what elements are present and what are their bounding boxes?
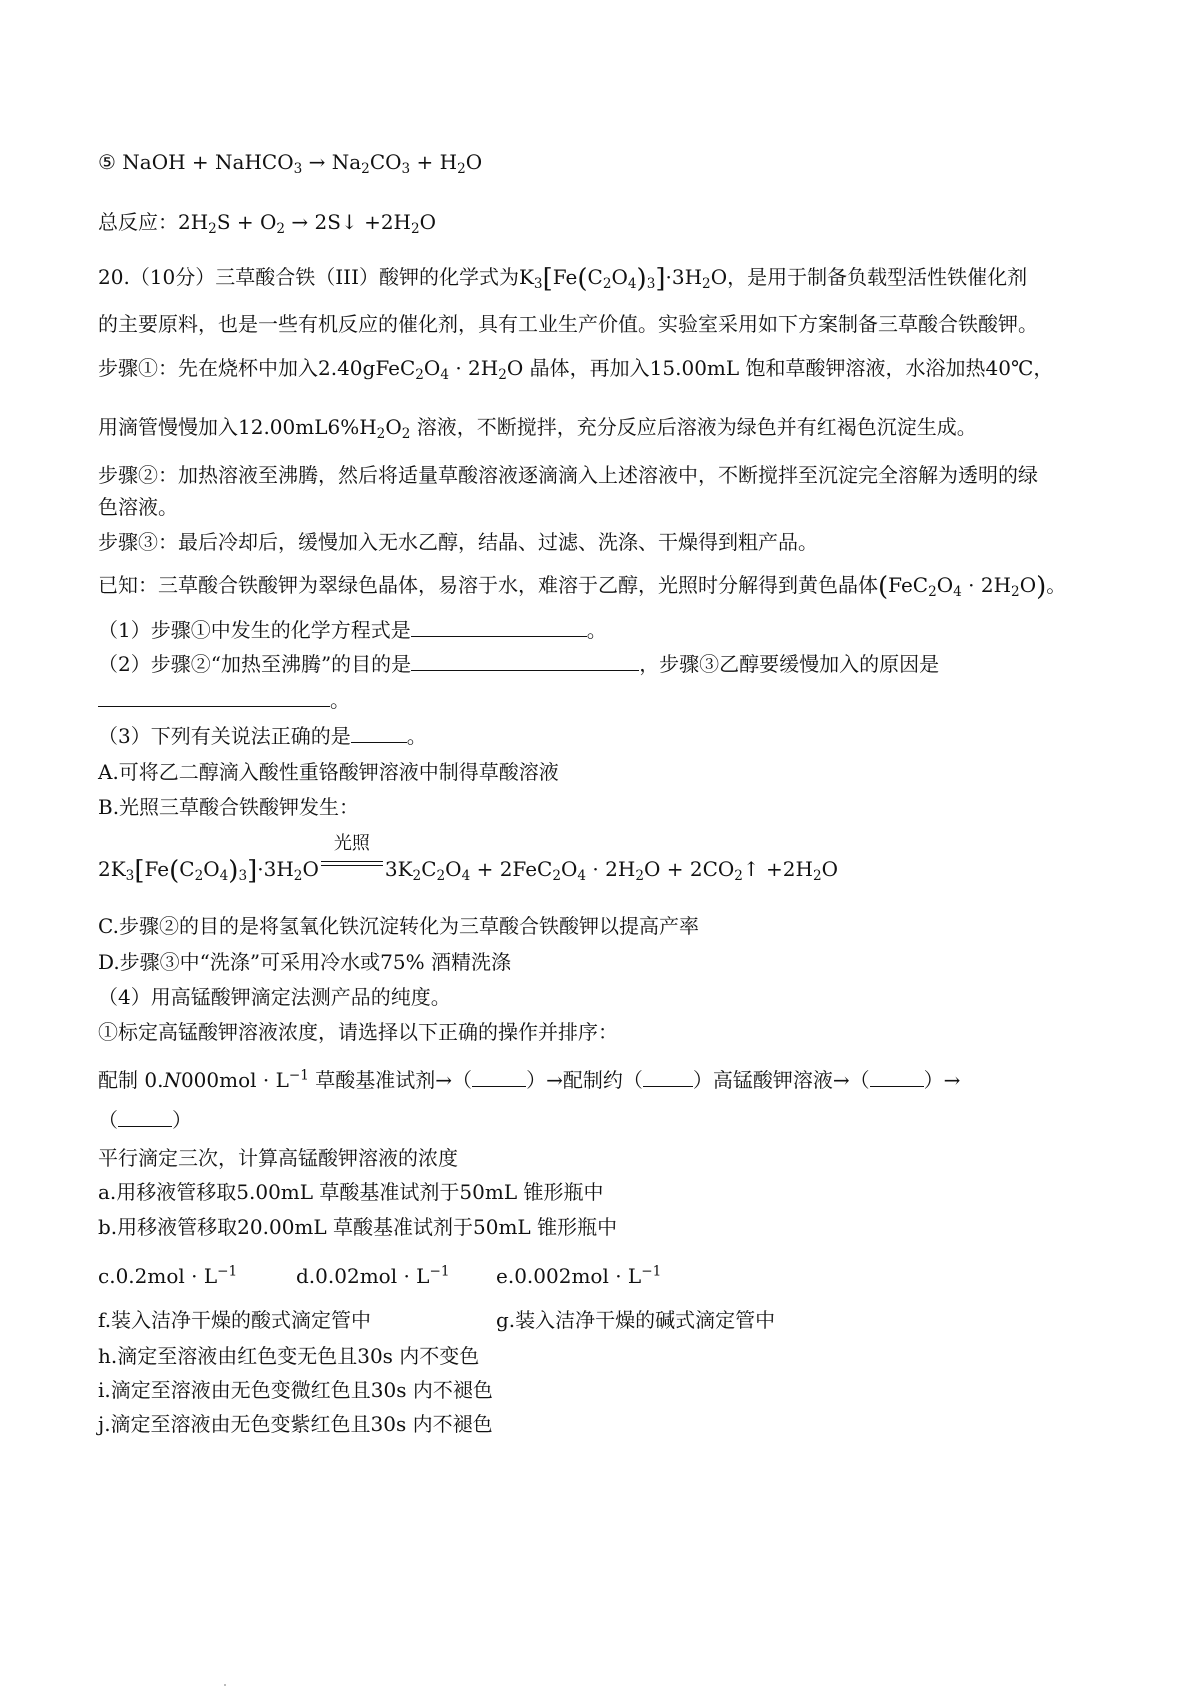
option-a: A.可将乙二醇滴入酸性重铬酸钾溶液中制得草酸溶液 bbox=[98, 760, 559, 784]
step-3: 步骤③：最后冷却后，缓慢加入无水乙醇，结晶、过滤、洗涤、干燥得到粗产品。 bbox=[98, 530, 818, 554]
light-condition: 光照 bbox=[319, 852, 385, 876]
sub-question-4-1: ①标定高锰酸钾溶液浓度，请选择以下正确的操作并排序： bbox=[98, 1020, 618, 1044]
operation-h: h.滴定至溶液由红色变无色且30s 内不变色 bbox=[98, 1344, 480, 1368]
operations-cde: $c.0.2mol \cdot L^{-1}$ bbox=[98, 1263, 238, 1288]
operation-e: $e.0.002mol \cdot L^{-1}$ bbox=[496, 1263, 662, 1288]
operation-b: b.用移液管移取20.00mL 草酸基准试剂于50mL 锥形瓶中 bbox=[98, 1215, 618, 1239]
preparation-sequence-line2: （ ） bbox=[98, 1108, 192, 1132]
operation-i: i.滴定至溶液由无色变微红色且30s 内不褪色 bbox=[98, 1378, 493, 1402]
sub-question-1: （1）步骤①中发生的化学方程式是 。 bbox=[98, 618, 607, 642]
total-reaction-label: 总反应： bbox=[98, 210, 178, 234]
sequence-blank-2[interactable] bbox=[643, 1068, 693, 1087]
step-2: 步骤②：加热溶液至沸腾，然后将适量草酸溶液逐滴滴入上述溶液中，不断搅拌至沉淀完全溶解为透明的绿 bbox=[98, 463, 1038, 487]
operation-g: g.装入洁净干燥的碱式滴定管中 bbox=[496, 1308, 776, 1332]
question-points: （10分） bbox=[129, 265, 216, 289]
operation-a: a.用移液管移取5.00mL 草酸基准试剂于50mL 锥形瓶中 bbox=[98, 1180, 604, 1204]
sequence-blank-4[interactable] bbox=[118, 1108, 172, 1127]
sub-question-2: （2）步骤②“加热至沸腾”的目的是 ，步骤③乙醇要缓慢加入的原因是 bbox=[98, 652, 940, 676]
option-b: B.光照三草酸合铁酸钾发生： bbox=[98, 795, 360, 819]
sequence-blank-3[interactable] bbox=[870, 1068, 924, 1087]
question-20-intro-line2: 的主要原料，也是一些有机反应的催化剂，具有工业生产价值。实验室采用如下方案制备三草酸合铁酸钾。 bbox=[98, 312, 1038, 336]
step-2-line2: 色溶液。 bbox=[98, 495, 178, 519]
equation-5: ⑤ NaOH + NaHCO$_3$ → $Na_2CO_3 + H_2O$ bbox=[98, 150, 483, 177]
operation-d: $d.0.02mol \cdot L^{-1}$ bbox=[296, 1263, 450, 1288]
operation-j: j.滴定至溶液由无色变紫红色且30s 内不褪色 bbox=[98, 1412, 493, 1436]
sub-question-2-line2: 。 bbox=[98, 688, 350, 712]
operation-f: f.装入洁净干燥的酸式滴定管中 bbox=[98, 1308, 372, 1332]
question-number: 20. bbox=[98, 265, 130, 289]
step-1: 步骤①：先在烧杯中加入$2.40gFeC_2O_4 \cdot 2H_2O$ 晶体，再加入15.00mL 饱和草酸钾溶液，水浴加热40℃， bbox=[98, 356, 1054, 383]
page-dot bbox=[224, 1684, 226, 1686]
equation-number: ⑤ bbox=[98, 150, 116, 174]
answer-blank[interactable] bbox=[411, 652, 639, 671]
sub-question-4: （4）用高锰酸钾滴定法测产品的纯度。 bbox=[98, 985, 451, 1009]
sequence-blank-1[interactable] bbox=[472, 1068, 526, 1087]
preparation-sequence: 配制 $0.N000mol \cdot L^{-1}$ 草酸基准试剂→（ ）→配制约（ ）高锰酸钾溶液→（ ）→ bbox=[98, 1067, 961, 1092]
option-d: D.步骤③中“洗涤”可采用冷水或75% 酒精洗涤 bbox=[98, 950, 511, 974]
known-info: 已知：三草酸合铁酸钾为翠绿色晶体，易溶于水，难溶于乙醇，光照时分解得到黄色晶体$(FeC_2O_4 \cdot 2H_2O)$。 bbox=[98, 572, 1067, 602]
question-20-intro: 20.（10分）三草酸合铁（III）酸钾的化学式为$K_3[Fe(C_2O_4)_3]\cdot 3H_2O$，是用于制备负载型活性铁催化剂 bbox=[98, 264, 1028, 294]
answer-blank[interactable] bbox=[411, 618, 587, 637]
sub-question-3: （3）下列有关说法正确的是 。 bbox=[98, 724, 427, 748]
answer-blank[interactable] bbox=[351, 724, 407, 743]
answer-blank[interactable] bbox=[98, 688, 330, 707]
option-c: C.步骤②的目的是将氢氧化铁沉淀转化为三草酸合铁酸钾以提高产率 bbox=[98, 914, 699, 938]
parallel-titration: 平行滴定三次，计算高锰酸钾溶液的浓度 bbox=[98, 1146, 458, 1170]
step-1-line2: 用滴管慢慢加入$12.00mL6\%H_2O_2$ 溶液，不断搅拌，充分反应后溶液为绿色并有红褐色沉淀生成。 bbox=[98, 415, 977, 442]
total-reaction: 总反应：$2H_2S + O_2$ → 2S↓ $+2H_2O$ bbox=[98, 210, 437, 237]
option-b-equation: $2K_3[Fe(C_2O_4)_3]\cdot 3H_2O$ 光照 $3K_2C_2O_4 + 2FeC_2O_4 \cdot 2H_2O$ + $2CO_2↑ +2H_2O$ bbox=[98, 833, 839, 886]
